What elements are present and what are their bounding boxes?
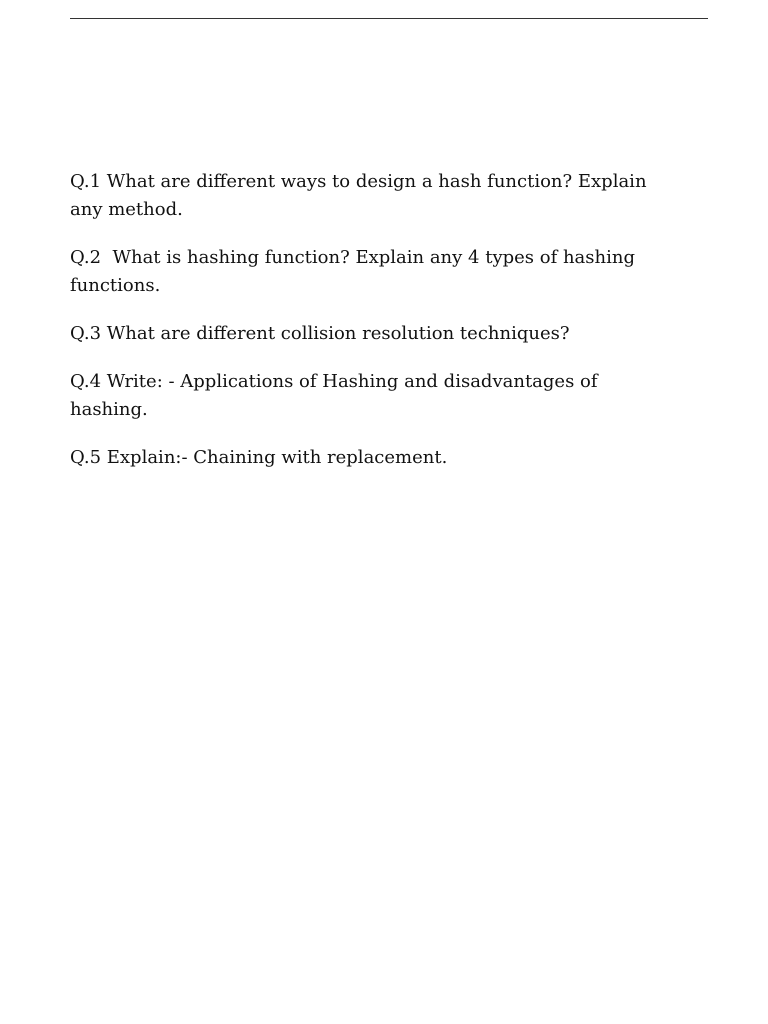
question-2: Q.2 What is hashing function? Explain any 4 types of hashing functions. [70, 247, 641, 296]
question-3: Q.3 What are different collision resolution techniques? [70, 323, 570, 344]
question-1: Q.1 What are different ways to design a hash function? Explain any method. [70, 171, 653, 220]
question-5: Q.5 Explain:- Chaining with replacement. [70, 447, 448, 468]
question-4: Q.4 Write: - Applications of Hashing and disadvantages of hashing. [70, 371, 604, 420]
header-rule [70, 18, 708, 19]
question-list [70, 168, 670, 492]
